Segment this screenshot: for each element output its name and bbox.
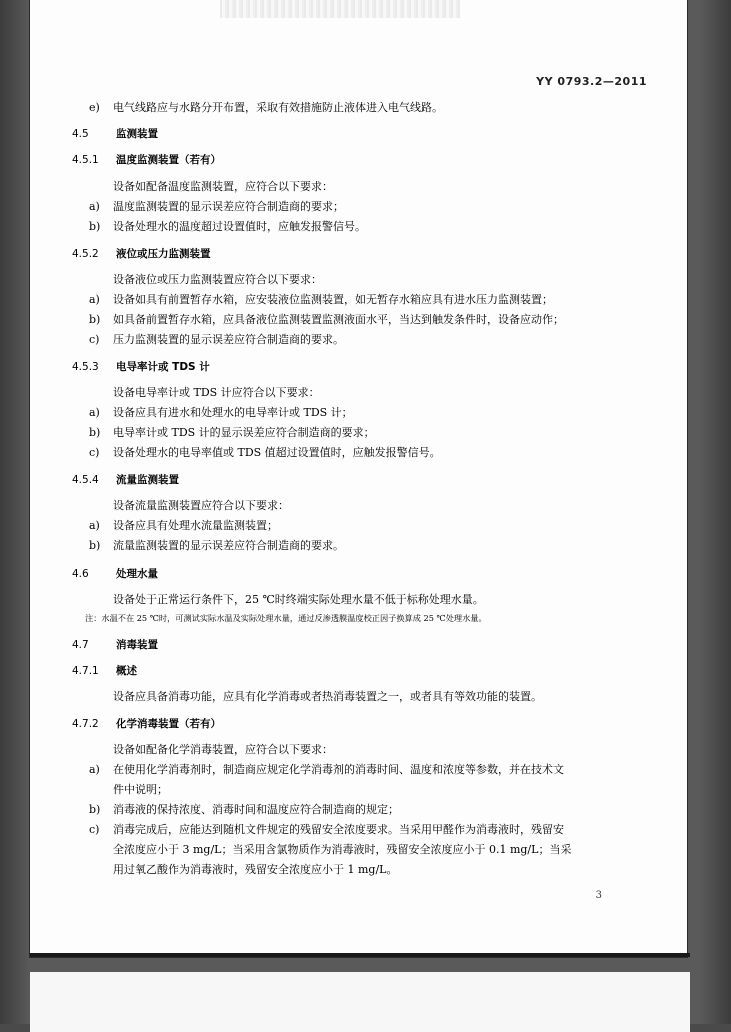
list-marker: c) [89, 333, 100, 346]
section-number: 4.5.2 [72, 248, 99, 260]
body-paragraph: 设备流量监测装置应符合以下要求： [113, 499, 289, 512]
list-item [85, 445, 659, 461]
list-item [85, 199, 659, 215]
list-item [85, 219, 659, 235]
list-marker: a) [89, 293, 100, 306]
body-paragraph: 设备电导率计或 TDS 计应符合以下要求： [113, 386, 320, 399]
list-marker: a) [89, 519, 100, 532]
list-item [85, 292, 659, 308]
list-item-text: 流量监测装置的显示误差应符合制造商的要求。 [113, 539, 344, 552]
section-number: 4.5.4 [72, 474, 99, 486]
list-marker: b) [89, 539, 101, 552]
section-title: 处理水量 [116, 568, 158, 580]
note-text: 注：水温不在 25 ℃时，可测试实际水温及实际处理水量，通过反渗透膜温度校正因子换算成 25 ℃处理水量。 [85, 613, 487, 623]
section-heading [72, 472, 642, 488]
section-heading [72, 566, 642, 582]
list-marker: a) [89, 200, 100, 213]
section-title: 温度监测装置（若有） [116, 154, 221, 166]
list-item-continuation: 用过氧乙酸作为消毒液时，残留安全浓度应小于 1 mg/L。 [113, 863, 398, 876]
section-number: 4.7.1 [72, 665, 99, 677]
section-number: 4.7.2 [72, 718, 99, 730]
list-marker: c) [89, 446, 100, 459]
list-item-text: 消毒完成后，应能达到随机文件规定的残留安全浓度要求。当采用甲醛作为消毒液时，残留安 [113, 823, 564, 836]
body-paragraph: 设备处于正常运行条件下，25 ℃时终端实际处理水量不低于标称处理水量。 [113, 593, 484, 606]
list-marker: b) [89, 426, 101, 439]
list-marker: a) [89, 763, 100, 776]
page-edge [30, 953, 690, 957]
list-item [85, 762, 659, 778]
body-paragraph: 设备如配备化学消毒装置，应符合以下要求： [113, 743, 333, 756]
list-item-text: 设备应具有处理水流量监测装置； [113, 519, 278, 532]
list-item [85, 518, 659, 534]
list-item-text: 设备应具有进水和处理水的电导率计或 TDS 计； [113, 406, 353, 419]
section-number: 4.6 [72, 568, 89, 580]
section-number: 4.5.1 [72, 154, 99, 166]
list-item-text: 电气线路应与水路分开布置，采取有效措施防止液体进入电气线路。 [113, 101, 443, 114]
list-item [85, 802, 659, 818]
list-item-text: 在使用化学消毒剂时，制造商应规定化学消毒剂的消毒时间、温度和浓度等参数，并在技术文 [113, 763, 564, 776]
section-title: 概述 [116, 665, 137, 677]
list-item-continuation: 件中说明； [113, 783, 168, 796]
list-item-text: 温度监测装置的显示误差应符合制造商的要求； [113, 200, 344, 213]
list-item [85, 425, 659, 441]
section-heading [72, 637, 642, 653]
section-title: 监测装置 [116, 128, 158, 140]
list-item [85, 332, 659, 348]
list-item-text: 电导率计或 TDS 计的显示误差应符合制造商的要求； [113, 426, 375, 439]
section-heading [72, 716, 642, 732]
document-page [30, 0, 687, 957]
list-marker: b) [89, 803, 101, 816]
section-heading [72, 152, 642, 168]
page-number: 3 [595, 890, 602, 901]
section-heading [72, 126, 642, 142]
list-item [85, 312, 659, 328]
section-number: 4.7 [72, 639, 89, 651]
body-paragraph: 设备如配备温度监测装置，应符合以下要求： [113, 180, 333, 193]
list-item-text: 如具备前置暂存水箱，应具备液位监测装置监测液面水平，当达到触发条件时，设备应动作； [113, 313, 564, 326]
list-item-text: 设备处理水的温度超过设置值时，应触发报警信号。 [113, 220, 366, 233]
body-paragraph: 设备应具备消毒功能，应具有化学消毒或者热消毒装置之一，或者具有等效功能的装置。 [113, 690, 542, 703]
section-title: 电导率计或 TDS 计 [116, 361, 210, 373]
list-marker: e) [89, 101, 100, 114]
list-item [85, 822, 659, 838]
body-paragraph: 设备液位或压力监测装置应符合以下要求： [113, 273, 322, 286]
list-item [85, 100, 659, 116]
section-title: 液位或压力监测装置 [116, 248, 211, 260]
list-item [85, 405, 659, 421]
list-marker: a) [89, 406, 100, 419]
section-heading [72, 246, 642, 262]
list-item-continuation: 全浓度应小于 3 mg/L；当采用含氯物质作为消毒液时，残留安全浓度应小于 0.1 mg/L；当采 [113, 843, 572, 856]
section-number: 4.5 [72, 128, 89, 140]
section-title: 消毒装置 [116, 639, 158, 651]
section-title: 流量监测装置 [116, 474, 179, 486]
standard-code: YY 0793.2—2011 [536, 75, 647, 88]
section-heading [72, 359, 642, 375]
list-item-text: 消毒液的保持浓度、消毒时间和温度应符合制造商的规定； [113, 803, 399, 816]
list-marker: c) [89, 823, 100, 836]
list-item-text: 设备处理水的电导率值或 TDS 值超过设置值时，应触发报警信号。 [113, 446, 441, 459]
list-item [85, 538, 659, 554]
section-number: 4.5.3 [72, 361, 99, 373]
list-item-text: 设备如具有前置暂存水箱，应安装液位监测装置，如无暂存水箱应具有进水压力监测装置； [113, 293, 553, 306]
list-marker: b) [89, 313, 101, 326]
scan-artifact [220, 0, 460, 18]
list-item-text: 压力监测装置的显示误差应符合制造商的要求。 [113, 333, 344, 346]
section-heading [72, 663, 642, 679]
section-title: 化学消毒装置（若有） [116, 718, 221, 730]
list-marker: b) [89, 220, 101, 233]
next-page [30, 972, 690, 1032]
